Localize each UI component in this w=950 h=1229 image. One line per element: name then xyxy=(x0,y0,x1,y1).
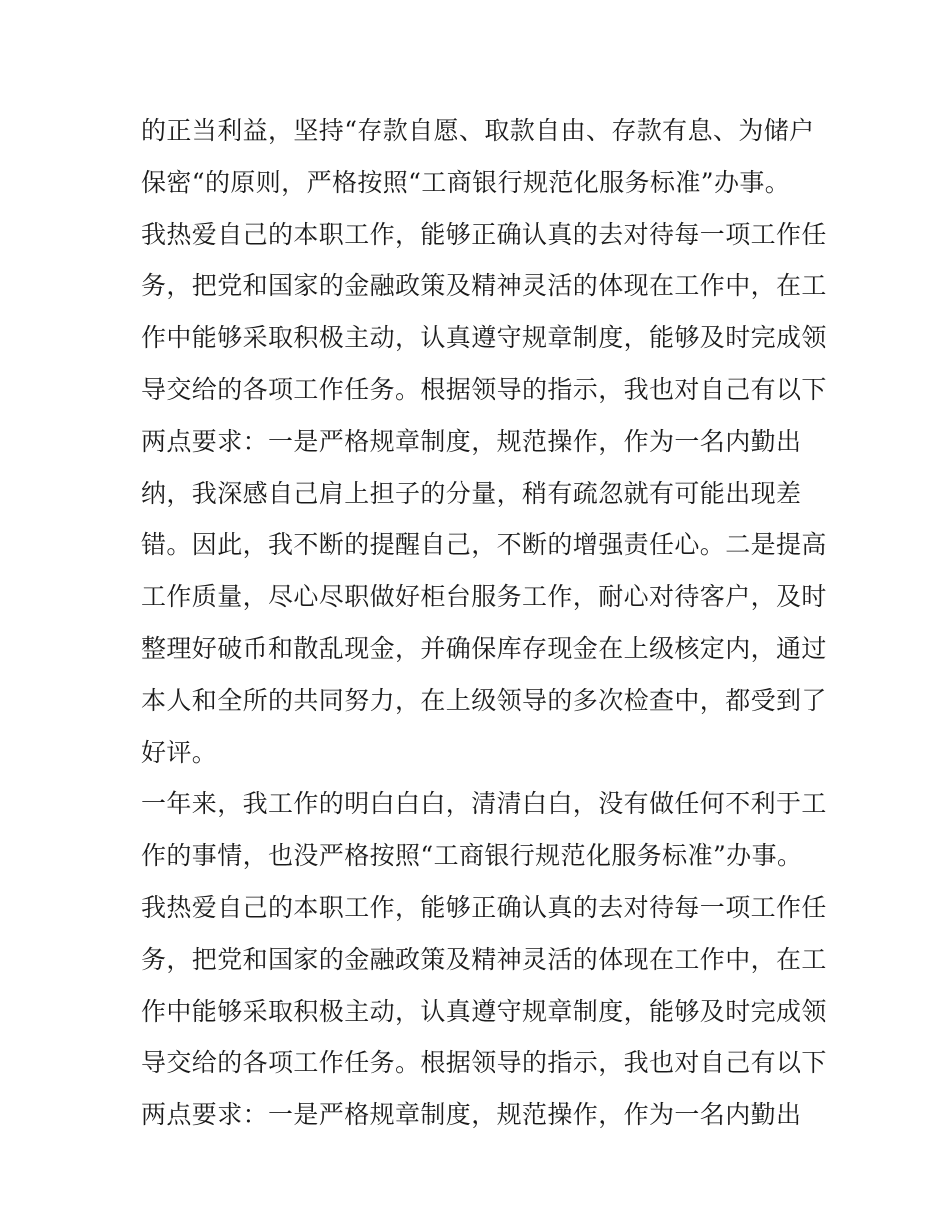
text-line: 我热爱自己的本职工作，能够正确认真的去对待每一项工作任 xyxy=(141,219,827,249)
text-line: 好评。 xyxy=(141,737,218,767)
text-line: 导交给的各项工作任务。根据领导的指示，我也对自己有以下 xyxy=(141,1048,827,1078)
text-line: 工作质量，尽心尽职做好柜台服务工作，耐心对待客户，及时 xyxy=(141,582,827,612)
text-line: 保密“的原则，严格按照“工商银行规范化服务标准”办事。 xyxy=(141,167,791,197)
text-line: 两点要求：一是严格规章制度，规范操作，作为一名内勤出 xyxy=(141,1100,802,1130)
text-line: 作中能够采取积极主动，认真遵守规章制度，能够及时完成领 xyxy=(141,996,827,1026)
document-body xyxy=(141,105,827,1141)
text-line: 一年来，我工作的明白白白，清清白白，没有做任何不利于工 xyxy=(141,789,827,819)
text-line: 错。因此，我不断的提醒自己，不断的增强责任心。二是提高 xyxy=(141,530,827,560)
text-line: 务，把党和国家的金融政策及精神灵活的体现在工作中，在工 xyxy=(141,271,827,301)
text-line: 作中能够采取积极主动，认真遵守规章制度，能够及时完成领 xyxy=(141,323,827,353)
text-line: 两点要求：一是严格规章制度，规范操作，作为一名内勤出 xyxy=(141,426,802,456)
text-line: 导交给的各项工作任务。根据领导的指示，我也对自己有以下 xyxy=(141,374,827,404)
text-line: 整理好破币和散乱现金，并确保库存现金在上级核定内，通过 xyxy=(141,633,827,663)
text-line: 我热爱自己的本职工作，能够正确认真的去对待每一项工作任 xyxy=(141,892,827,922)
text-line: 作的事情，也没严格按照“工商银行规范化服务标准”办事。 xyxy=(141,841,803,871)
text-line: 的正当利益，坚持“存款自愿、取款自由、存款有息、为储户 xyxy=(141,116,815,145)
text-line: 本人和全所的共同努力，在上级领导的多次检查中，都受到了 xyxy=(141,685,827,715)
text-line: 务，把党和国家的金融政策及精神灵活的体现在工作中，在工 xyxy=(141,944,827,974)
text-line: 纳，我深感自己肩上担子的分量，稍有疏忽就有可能出现差 xyxy=(141,478,802,508)
